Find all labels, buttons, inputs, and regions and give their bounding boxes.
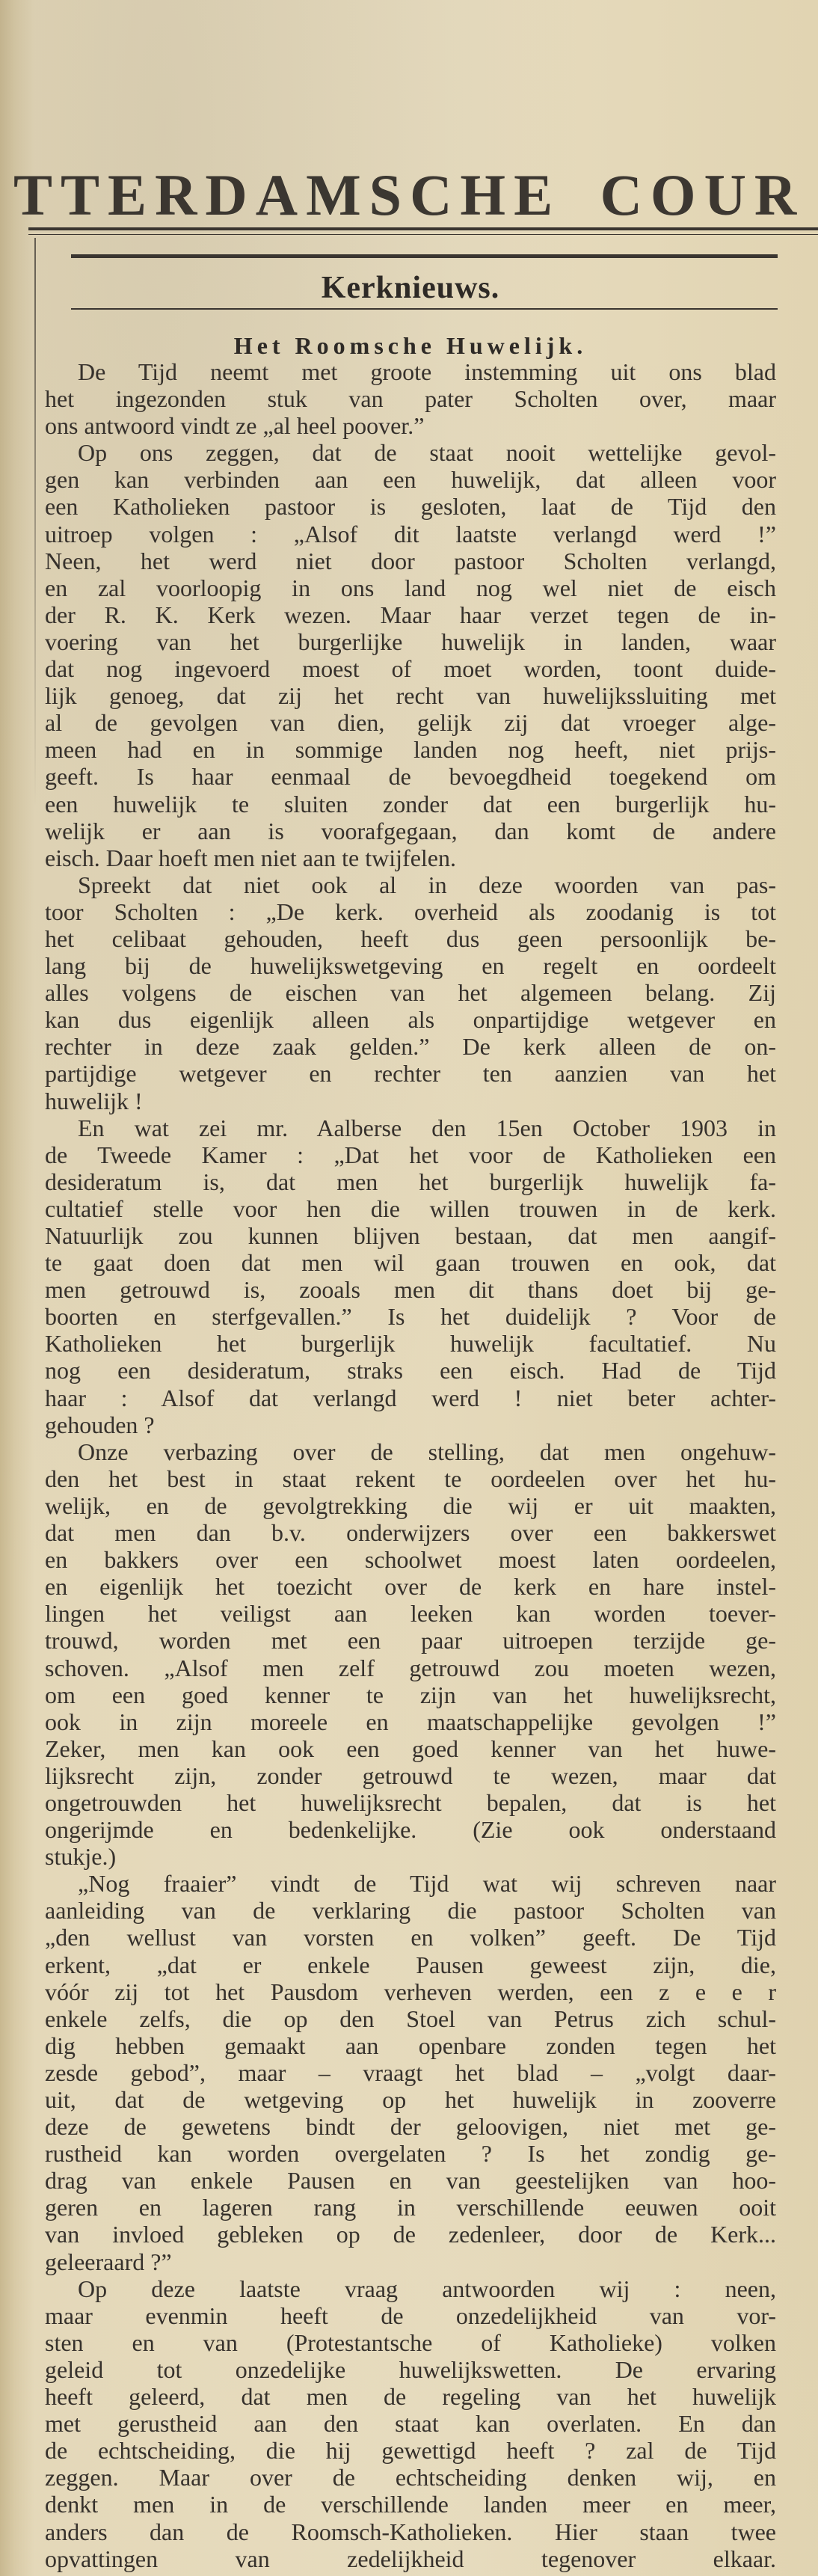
masthead-rule-thin [28, 234, 818, 235]
article-line: Neen, het werd niet door pastoor Scholten verlangd, [45, 547, 776, 574]
article-line: alles volgens de eischen van het algemeen belang. Zij [45, 979, 776, 1007]
article-line: maar evenmin heeft de onzedelijkheid van vor- [45, 2301, 776, 2329]
article-line: nog een desideratum, straks een eisch. Had de Tijd [45, 1357, 776, 1384]
article-line: Natuurlijk zou kunnen blijven bestaan, dat men aangif- [45, 1222, 776, 1249]
article-line: om een goed kenner te zijn van het huwelijksrecht, [45, 1681, 776, 1708]
article-line: ook in zijn moreele en maatschappelijke gevolgen !” [45, 1708, 776, 1735]
column-rule [34, 238, 36, 806]
article-line: vóór zij tot het Pausdom verheven werden, een z e e r [45, 1978, 776, 2005]
article-line: en zal voorloopig in ons land nog wel niet de eisch [45, 574, 776, 601]
article-body [45, 358, 776, 2572]
article-line: schoven. „Alsof men zelf getrouwd zou moeten wezen, [45, 1654, 776, 1681]
article-line: „den wellust van vorsten en volken” geeft. De Tijd [45, 1924, 776, 1951]
article-line: welijk er aan is voorafgegaan, dan komt de andere [45, 817, 776, 844]
article-line: dig hebben gemaakt aan openbare zonden tegen het [45, 2031, 776, 2059]
article-line: heeft geleerd, dat men de regeling van het huwelijk [45, 2383, 776, 2411]
article-line: De Tijd neemt met groote instemming uit ons blad [78, 358, 776, 385]
article-line: ongerijmde en bedenkelijke. (Zie ook onderstaand [45, 1816, 776, 1844]
article-line: stukje.) [45, 1843, 117, 1871]
article-line: meen had en in sommige landen nog heeft, niet prijs- [45, 736, 776, 764]
article-line: „Nog fraaier” vindt de Tijd wat wij schreven naar [78, 1870, 776, 1898]
article-line: cultatief stelle voor hen die willen trouwen in de kerk. [45, 1195, 776, 1222]
masthead: TTERDAMSCHE COUR [13, 162, 805, 227]
article-line: zeggen. Maar over de echtscheiding denken wij, en [45, 2464, 776, 2491]
article-line: En wat zei mr. Aalberse den 15en October 1903 in [78, 1114, 776, 1141]
article-paragraph [45, 439, 776, 871]
article-line: den het best in staat rekent te oordeelen over het hu- [45, 1465, 776, 1492]
article-line: van invloed gebleken op de zedenleer, door de Kerk... [45, 2221, 776, 2248]
article-line: Zeker, men kan ook een goed kenner van het huwe- [45, 1735, 776, 1762]
article-line: het ingezonden stuk van pater Scholten over, maar [45, 385, 776, 413]
article-line: rechter in deze zaak gelden.” De kerk alleen de on- [45, 1033, 776, 1061]
article-line: het celibaat gehouden, heeft dus geen persoonlijk be- [45, 924, 776, 952]
article-line: zesde gebod”, maar – vraagt het blad – „volgt daar- [45, 2058, 776, 2086]
article-line: haar : Alsof dat verlangd werd ! niet beter achter- [45, 1384, 776, 1411]
article-line: huwelijk ! [45, 1087, 143, 1114]
article-paragraph [45, 871, 776, 1114]
article-title: Het Roomsche Huwelijk. [233, 332, 588, 359]
article-line: lang bij de huwelijkswetgeving en regelt en oordeelt [45, 952, 776, 980]
article-line: en bakkers over een schoolwet moest laten oordeelen, [45, 1546, 776, 1574]
article-line: te gaat doen dat men wil gaan trouwen en ook, dat [45, 1249, 776, 1277]
article-line: een Katholieken pastoor is gesloten, laat de Tijd den [45, 493, 776, 521]
article-line: trouwd, worden met een paar uitroepen terzijde ge- [45, 1627, 776, 1655]
article-line: kan dus eigenlijk alleen als onpartijdige wetgever en [45, 1006, 776, 1034]
masthead-rule [28, 227, 818, 230]
article-line: en eigenlijk het toezicht over de kerk en hare instel- [45, 1573, 776, 1601]
article-paragraph [45, 358, 776, 439]
article-paragraph [45, 1114, 776, 1438]
article-line: de echtscheiding, die hij gewettigd heeft ? zal de Tijd [45, 2437, 776, 2465]
article-line: geleeraard ?” [45, 2248, 172, 2275]
article-line: anders dan de Roomsch-Katholieken. Hier staan twee [45, 2518, 776, 2545]
section-rule-top [71, 254, 778, 258]
article-line: Spreekt dat niet ook al in deze woorden van pas- [78, 871, 776, 898]
article-line: gen kan verbinden aan een huwelijk, dat alleen voor [45, 466, 776, 494]
article-line: rustheid kan worden overgelaten ? Is het zondig ge- [45, 2140, 776, 2168]
article-line: Op deze laatste vraag antwoorden wij : neen, [78, 2275, 776, 2302]
section-rule-bottom [71, 308, 778, 310]
article-line: geren en lageren rang in verschillende eeuwen ooit [45, 2194, 776, 2221]
article-line: gehouden ? [45, 1411, 155, 1438]
article-line: enkele zelfs, die op den Stoel van Petrus zich schul- [45, 2005, 776, 2032]
article-line: eisch. Daar hoeft men niet aan te twijfelen. [45, 844, 456, 871]
article-line: al de gevolgen van dien, gelijk zij dat vroeger alge- [45, 709, 776, 737]
article-line: toor Scholten : „De kerk. overheid als zoodanig is tot [45, 898, 776, 925]
article-paragraph [45, 1870, 776, 2275]
article-line: Onze verbazing over de stelling, dat men ongehuw- [78, 1438, 776, 1465]
article-line: deze de gewetens bindt der geloovigen, niet met ge- [45, 2113, 776, 2141]
article-line: geleid tot onzedelijke huwelijkswetten. De ervaring [45, 2355, 776, 2383]
article-line: de Tweede Kamer : „Dat het voor de Katholieken een [45, 1141, 776, 1168]
article-paragraph [45, 2275, 776, 2572]
article-line: desideratum is, dat men het burgerlijk huwelijk fa- [45, 1168, 776, 1195]
article-line: dat nog ingevoerd moest of moet worden, toont duide- [45, 655, 776, 683]
article-line: opvattingen van zedelijkheid tegenover elkaar. [45, 2545, 776, 2572]
article-line: geeft. Is haar eenmaal de bevoegdheid toegekend om [45, 763, 776, 791]
article-line: denkt men in de verschillende landen meer en meer, [45, 2491, 776, 2518]
article-line: men getrouwd is, zooals men dit thans doet bij ge- [45, 1276, 776, 1304]
article-line: Katholieken het burgerlijk huwelijk facultatief. Nu [45, 1330, 776, 1358]
article-line: sten en van (Protestantsche of Katholieke) volken [45, 2328, 776, 2356]
article-line: uit, dat de wetgeving op het huwelijk in zooverre [45, 2086, 776, 2113]
article-line: lingen het veiligst aan leeken kan worden toever- [45, 1600, 776, 1628]
article-line: lijksrecht zijn, zonder getrouwd te wezen, maar dat [45, 1761, 776, 1789]
article-line: voering van het burgerlijke huwelijk in landen, waar [45, 628, 776, 655]
article-line: partijdige wetgever en rechter ten aanzien van het [45, 1060, 776, 1088]
article-line: dat men dan b.v. onderwijzers over een bakkerswet [45, 1519, 776, 1547]
article-line: ons antwoord vindt ze „al heel poover.” [45, 412, 425, 440]
article-paragraph [45, 1438, 776, 1871]
section-title: Kerknieuws. [321, 271, 500, 305]
article-line: lijk genoeg, dat zij het recht van huwelijkssluiting met [45, 682, 776, 710]
article-line: boorten en sterfgevallen.” Is het duidelijk ? Voor de [45, 1303, 776, 1331]
article-line: een huwelijk te sluiten zonder dat een burgerlijk hu- [45, 790, 776, 818]
article-line: welijk, en de gevolgtrekking die wij er uit maakten, [45, 1491, 776, 1519]
article-line: uitroep volgen : „Alsof dit laatste verlangd werd !” [45, 520, 776, 548]
article-line: erkent, „dat er enkele Pausen geweest zijn, die, [45, 1951, 776, 1978]
article-line: aanleiding van de verklaring die pastoor Scholten van [45, 1897, 776, 1925]
article-line: met gerustheid aan den staat kan overlaten. En dan [45, 2410, 776, 2438]
article-line: ongetrouwden het huwelijksrecht bepalen, dat is het [45, 1788, 776, 1816]
article-line: der R. K. Kerk wezen. Maar haar verzet tegen de in- [45, 601, 776, 628]
article-line: Op ons zeggen, dat de staat nooit wettelijke gevol- [78, 439, 776, 467]
article-line: drag van enkele Pausen en van geestelijken van hoo- [45, 2167, 776, 2195]
